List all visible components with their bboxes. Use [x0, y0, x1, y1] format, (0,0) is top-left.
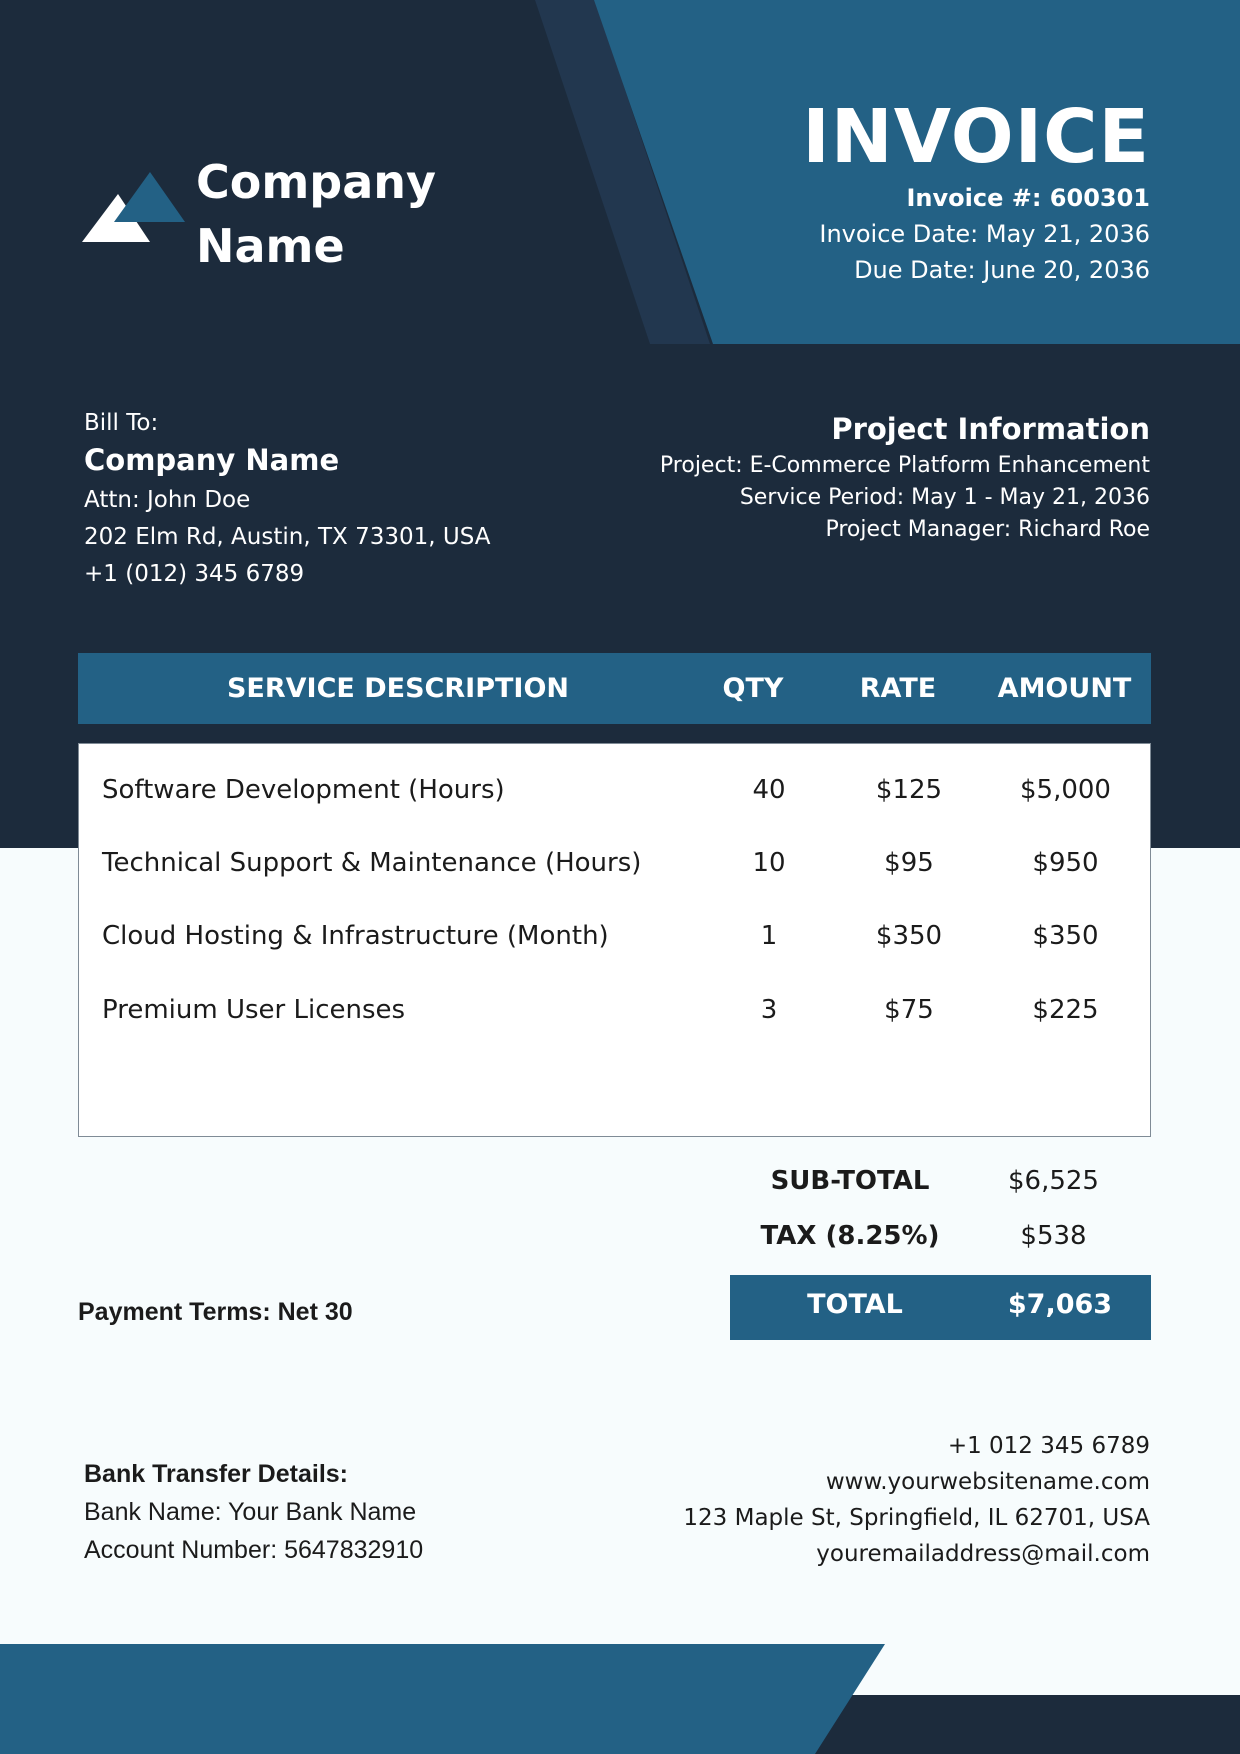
row-amount: $350: [1032, 921, 1099, 951]
invoice-date: Invoice Date: May 21, 2036: [819, 220, 1150, 248]
footer-blue-band: [0, 1644, 885, 1754]
invoice-meta: [819, 180, 1150, 288]
row-description: Technical Support & Maintenance (Hours): [102, 848, 642, 878]
total-value: $7,063: [1007, 1289, 1113, 1320]
contact-phone: +1 012 345 6789: [947, 1433, 1150, 1459]
triangles-logo-icon: [82, 170, 186, 242]
header-service-description: SERVICE DESCRIPTION: [226, 673, 570, 704]
row-qty: 1: [760, 921, 778, 951]
header-qty: QTY: [722, 673, 784, 704]
project-information: [660, 408, 1150, 546]
bill-to-attn: Attn: John Doe: [84, 487, 251, 513]
row-amount: $950: [1032, 848, 1099, 878]
row-rate: $95: [884, 848, 934, 878]
company-name: [196, 150, 496, 278]
bank-heading: Bank Transfer Details:: [84, 1460, 348, 1488]
row-qty: 3: [760, 995, 778, 1025]
row-amount: $225: [1032, 995, 1099, 1025]
table-row: [79, 990, 1150, 1030]
row-qty: 40: [752, 775, 786, 805]
subtotal-value: $6,525: [1008, 1166, 1099, 1196]
table-row: [79, 916, 1150, 956]
project-name: Project: E-Commerce Platform Enhancement: [659, 453, 1150, 478]
row-amount: $5,000: [1020, 775, 1111, 805]
bank-name: Bank Name: Your Bank Name: [84, 1498, 417, 1526]
contact-address: 123 Maple St, Springfield, IL 62701, USA: [683, 1505, 1150, 1531]
row-rate: $350: [875, 921, 943, 951]
bill-to-company: Company Name: [84, 443, 340, 477]
contact-website: www.yourwebsitename.com: [825, 1469, 1150, 1495]
invoice-number: Invoice #: 600301: [906, 184, 1150, 212]
table-row: [79, 770, 1150, 810]
total-label: TOTAL: [807, 1289, 903, 1320]
bill-to-section: [84, 408, 490, 593]
company-name-line1: Company: [196, 155, 436, 209]
project-heading: Project Information: [831, 412, 1150, 446]
subtotal-label: SUB-TOTAL: [770, 1166, 930, 1196]
total-bar: [730, 1275, 1151, 1340]
invoice-title: INVOICE: [802, 94, 1150, 180]
account-number: Account Number: 5647832910: [84, 1536, 424, 1564]
header-rate: RATE: [859, 673, 937, 704]
company-name-line2: Name: [196, 219, 345, 273]
row-description: Cloud Hosting & Infrastructure (Month): [102, 921, 609, 951]
service-period: Service Period: May 1 - May 21, 2036: [739, 485, 1150, 510]
items-table: [78, 743, 1151, 1137]
tax-value: $538: [1020, 1221, 1087, 1251]
tax-label: TAX (8.25%): [760, 1221, 940, 1251]
table-row: [79, 843, 1150, 883]
row-description: Premium User Licenses: [102, 995, 406, 1025]
payment-terms: Payment Terms: Net 30: [78, 1298, 353, 1326]
row-rate: $125: [875, 775, 943, 805]
row-rate: $75: [884, 995, 934, 1025]
project-manager: Project Manager: Richard Roe: [825, 517, 1150, 542]
table-header: [78, 653, 1151, 724]
header-amount: AMOUNT: [997, 673, 1132, 704]
bill-to-address: 202 Elm Rd, Austin, TX 73301, USA: [84, 524, 491, 550]
bill-to-label: Bill To:: [84, 410, 159, 436]
bank-details: [84, 1455, 423, 1569]
contact-email: youremailaddress@mail.com: [816, 1541, 1150, 1567]
row-qty: 10: [752, 848, 786, 878]
bill-to-phone: +1 (012) 345 6789: [84, 561, 305, 587]
row-description: Software Development (Hours): [102, 775, 505, 805]
due-date: Due Date: June 20, 2036: [854, 256, 1150, 284]
contact-info: [683, 1428, 1150, 1572]
